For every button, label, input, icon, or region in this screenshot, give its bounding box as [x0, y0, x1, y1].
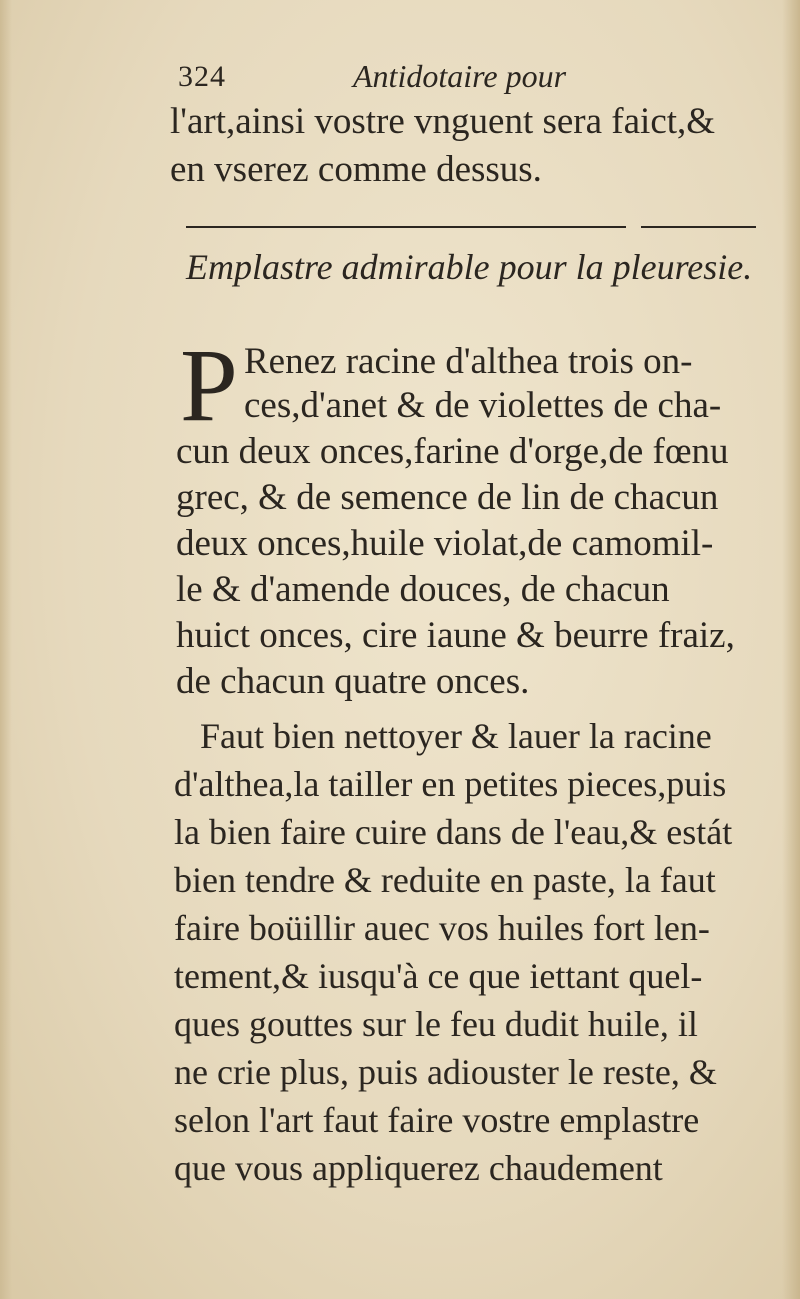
method-line-5: faire boüillir auec vos huiles fort len-	[174, 908, 710, 948]
method-line-9: selon l'art faut faire vostre emplastre	[174, 1100, 700, 1140]
recipe-line-3: cun deux onces,farine d'orge,de fœnu	[176, 431, 729, 472]
method-line-7: ques gouttes sur le feu dudit huile, il	[174, 1004, 698, 1044]
recipe-line-4: grec, & de semence de lin de chacun	[176, 477, 719, 518]
method-line-2: d'althea,la tailler en petites pieces,puis	[174, 764, 727, 804]
running-head	[178, 58, 758, 98]
recipe-line-8: de chacun quatre onces.	[176, 661, 530, 702]
method-line-8: ne crie plus, puis adiouster le reste, &	[174, 1052, 717, 1092]
recipe-line-6: le & d'amende douces, de chacun	[176, 569, 670, 610]
page-left-edge	[0, 0, 12, 1299]
carryover-line-2: en vserez comme dessus.	[170, 149, 542, 190]
section-title: Emplastre admirable pour la pleuresie.	[186, 247, 753, 287]
recipe-line-5: deux onces,huile violat,de camomil-	[176, 523, 714, 564]
recipe-line-1: Renez racine d'althea trois on-	[244, 341, 693, 382]
running-title: Antidotaire pour	[353, 58, 567, 94]
method-line-6: tement,& iusqu'à ce que iettant quel-	[174, 956, 703, 996]
method-line-4: bien tendre & reduite en paste, la faut	[174, 860, 716, 900]
method-line-10: que vous appliquerez chaudement	[174, 1148, 663, 1188]
carryover-line-1: l'art,ainsi vostre vnguent sera faict,&	[170, 101, 716, 142]
section-divider-rule	[186, 224, 756, 230]
recipe-line-2: ces,d'anet & de violettes de cha-	[244, 385, 722, 426]
recipe-line-7: huict onces, cire iaune & beurre fraiz,	[176, 615, 735, 656]
page-number: 324	[178, 60, 226, 93]
method-line-1: Faut bien nettoyer & lauer la racine	[200, 716, 712, 756]
page-right-edge	[782, 0, 800, 1299]
drop-cap: P	[180, 328, 238, 443]
method-line-3: la bien faire cuire dans de l'eau,& estát	[174, 812, 733, 852]
